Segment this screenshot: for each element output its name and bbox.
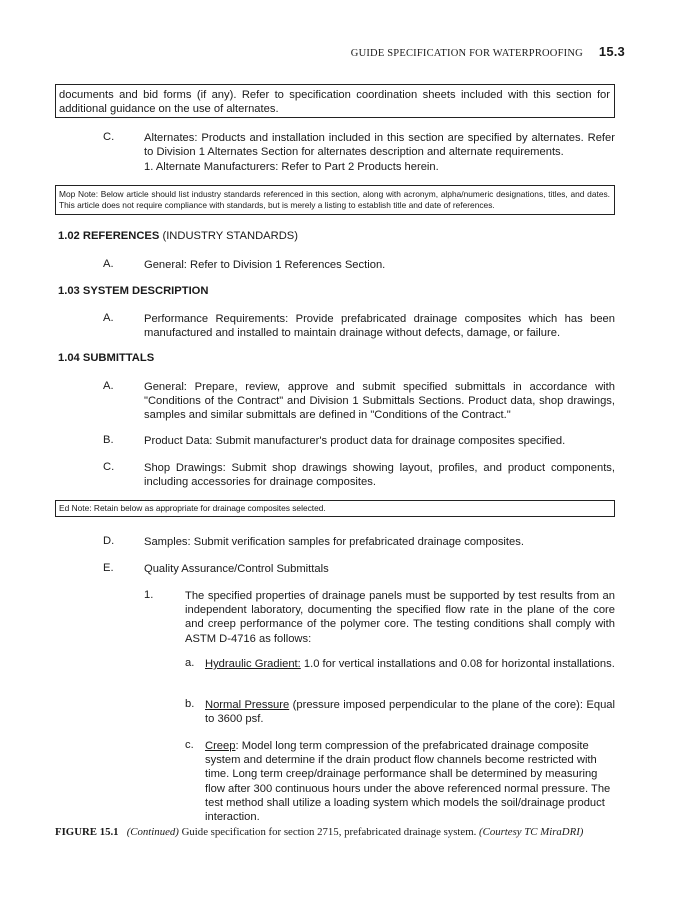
section-1-03-title: SYSTEM DESCRIPTION — [82, 285, 209, 297]
item-1-04-c-text: Shop Drawings: Submit shop drawings showing layout, profiles, and product components, including accessories for drainage composites. — [144, 462, 615, 489]
subitem-c-label: c. — [185, 739, 194, 751]
running-title: GUIDE SPECIFICATION FOR WATERPROOFING — [350, 48, 583, 59]
figure-number: FIGURE 15.1 — [55, 826, 119, 838]
section-1-02-number: 1.02 — [58, 230, 80, 242]
section-1-03-number: 1.03 — [58, 285, 80, 297]
section-1-02-heading — [58, 230, 298, 242]
subitem-a-text — [205, 657, 615, 671]
item-1-02-a-text: General: Refer to Division 1 References Section. — [144, 259, 386, 271]
section-1-03-heading — [58, 285, 208, 297]
figure-caption-text: Guide specification for section 2715, prefabricated drainage system. — [181, 826, 477, 838]
mop-note-box — [55, 185, 615, 215]
item-1-04-b-text: Product Data: Submit manufacturer's product data for drainage composites specified. — [144, 435, 566, 447]
subitem-c-text — [205, 739, 615, 824]
running-header — [351, 44, 625, 59]
figure-caption — [55, 826, 625, 838]
item-e1-label: 1. — [144, 589, 154, 601]
item-e-text: Quality Assurance/Control Submittals — [144, 563, 329, 575]
page-number: 15.3 — [598, 44, 625, 59]
figure-courtesy: (Courtesy TC MiraDRI) — [479, 826, 584, 838]
item-1-04-a-text: General: Prepare, review, approve and submit specified submittals in accordance with "Conditions of the Contract" and Division 1 Submittals Sections. Product data, shop drawings, samples and similar submittals are defined in "Conditions of the Contract." — [144, 381, 615, 422]
section-1-04-title: SUBMITTALS — [82, 352, 155, 364]
section-1-04-number: 1.04 — [58, 352, 80, 364]
section-1-02-title: REFERENCES — [82, 230, 160, 242]
subitem-c-term: Creep — [205, 740, 236, 752]
subitem-a-label: a. — [185, 657, 195, 669]
subitem-c-body: : Model long term compression of the prefabricated drainage composite system and determine if the drain product flow channels become restricted with time. Long term creep/drainage performance shall be determined by measuring flow after 300 continuous hours under the above referenced normal pressure. The test method shall utilize a loading system which models the soil/drainage product interaction. — [205, 740, 611, 824]
figure-continued: (Continued) — [126, 826, 179, 838]
section-1-04-heading — [58, 352, 154, 364]
alternates-note-box — [55, 84, 615, 118]
ed-note-box — [55, 500, 615, 517]
mop-note-text: Mop Note: Below article should list industry standards referenced in this section, along with acronym, alpha/numeric designations, titles, and dates. This article does not require compliance with standards, but is merely a listing to establish title and date of references. — [59, 189, 610, 210]
item-1-03-a-text: Performance Requirements: Provide prefabricated drainage composites which has been manufactured and installed to maintain drainage without defects, damage, or failure. — [144, 313, 615, 340]
subitem-a-term: Hydraulic Gradient: — [205, 658, 301, 670]
item-d-label: D. — [103, 535, 115, 547]
subitem-a-body: 1.0 for vertical installations and 0.08 for horizontal installations. — [300, 658, 615, 670]
item-1-04-a-label: A. — [103, 380, 114, 392]
section-1-02-title-rest: (INDUSTRY STANDARDS) — [162, 230, 298, 242]
ed-note-text: Ed Note: Retain below as appropriate for drainage composites selected. — [59, 503, 326, 513]
subitem-b-term: Normal Pressure — [205, 699, 290, 711]
item-c-subitem: 1. Alternate Manufacturers: Refer to Part 2 Products herein. — [144, 161, 439, 173]
item-c-label: C. — [103, 131, 115, 143]
item-1-02-a-label: A. — [103, 258, 114, 270]
item-1-04-c-label: C. — [103, 461, 115, 473]
item-c-text: Alternates: Products and installation included in this section are specified by alternates. Refer to Division 1 Alternates Section for alternates description and alternate requirements. — [144, 132, 615, 159]
subitem-b-label: b. — [185, 698, 195, 710]
item-1-03-a-label: A. — [103, 312, 114, 324]
item-1-04-b-label: B. — [103, 434, 114, 446]
item-e-label: E. — [103, 562, 114, 574]
subitem-b-body: (pressure imposed perpendicular to the plane of the core): Equal to 3600 psf. — [205, 699, 615, 726]
subitem-b-text — [205, 698, 615, 726]
item-e1-text: The specified properties of drainage panels must be supported by test results from an independent laboratory, documenting the specified flow rate in the plane of the core and creep performance of the polymer core. The testing conditions shall comply with ASTM D-4716 as follows: — [185, 590, 615, 645]
alternates-note-text: documents and bid forms (if any). Refer to specification coordination sheets included with this section for additional guidance on the use of alternates. — [59, 89, 610, 115]
item-d-text: Samples: Submit verification samples for prefabricated drainage composites. — [144, 536, 524, 548]
